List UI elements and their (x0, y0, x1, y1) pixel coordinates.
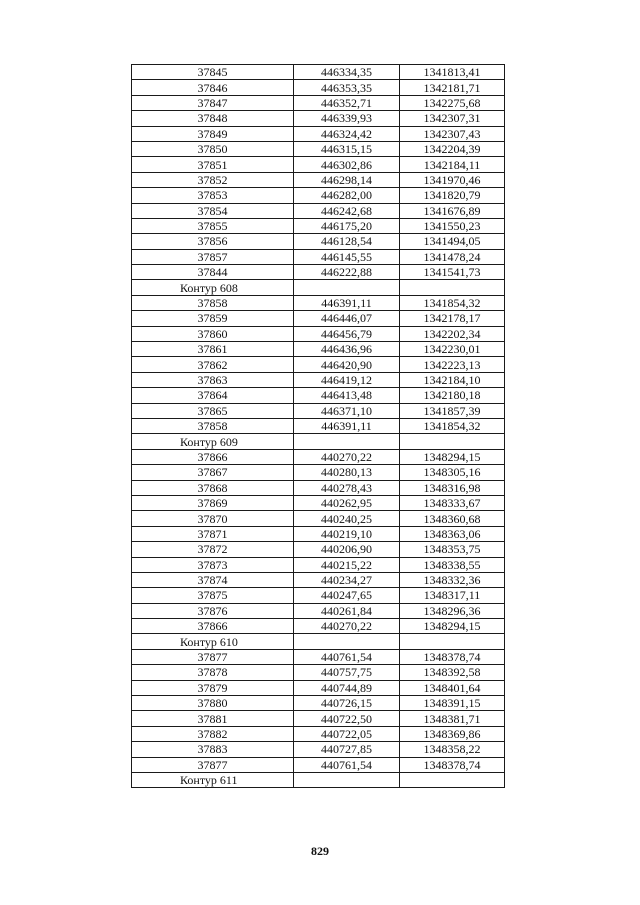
table-row (132, 742, 505, 757)
table-row (132, 480, 505, 495)
table-row (132, 126, 505, 141)
table-row (132, 680, 505, 695)
x-coordinate-cell: 440262,95 (294, 495, 400, 510)
table-row (132, 572, 505, 587)
coordinates-table-body (132, 65, 505, 788)
point-number-cell: 37854 (132, 203, 294, 218)
x-coordinate-cell: 440761,54 (294, 757, 400, 772)
table-row (132, 388, 505, 403)
x-coordinate-cell: 446282,00 (294, 188, 400, 203)
table-row (132, 218, 505, 233)
table-row (132, 172, 505, 187)
y-coordinate-cell: 1348378,74 (400, 649, 505, 664)
table-row (132, 265, 505, 280)
x-coordinate-cell: 446391,11 (294, 295, 400, 310)
point-number-cell: 37861 (132, 342, 294, 357)
table-row (132, 542, 505, 557)
table-cell-empty (294, 280, 400, 295)
y-coordinate-cell: 1341676,89 (400, 203, 505, 218)
point-number-cell: 37880 (132, 696, 294, 711)
y-coordinate-cell: 1342307,43 (400, 126, 505, 141)
point-number-cell: 37874 (132, 572, 294, 587)
point-number-cell: 37853 (132, 188, 294, 203)
table-row (132, 188, 505, 203)
y-coordinate-cell: 1342184,10 (400, 372, 505, 387)
y-coordinate-cell: 1341854,32 (400, 295, 505, 310)
point-number-cell: 37867 (132, 465, 294, 480)
table-row (132, 311, 505, 326)
y-coordinate-cell: 1348360,68 (400, 511, 505, 526)
point-number-cell: 37865 (132, 403, 294, 418)
x-coordinate-cell: 446446,07 (294, 311, 400, 326)
point-number-cell: 37879 (132, 680, 294, 695)
y-coordinate-cell: 1341478,24 (400, 249, 505, 264)
y-coordinate-cell: 1341541,73 (400, 265, 505, 280)
contour-header-row (132, 772, 505, 787)
point-number-cell: 37869 (132, 495, 294, 510)
x-coordinate-cell: 446145,55 (294, 249, 400, 264)
point-number-cell: 37850 (132, 141, 294, 156)
point-number-cell: 37848 (132, 111, 294, 126)
point-number-cell: 37878 (132, 665, 294, 680)
contour-header-row (132, 434, 505, 449)
table-row (132, 449, 505, 464)
table-row (132, 526, 505, 541)
contour-label: Контур 608 (132, 280, 294, 295)
y-coordinate-cell: 1348369,86 (400, 726, 505, 741)
table-row (132, 249, 505, 264)
point-number-cell: 37847 (132, 95, 294, 110)
point-number-cell: 37857 (132, 249, 294, 264)
y-coordinate-cell: 1341494,05 (400, 234, 505, 249)
x-coordinate-cell: 440234,27 (294, 572, 400, 587)
y-coordinate-cell: 1342204,39 (400, 141, 505, 156)
table-row (132, 465, 505, 480)
point-number-cell: 37870 (132, 511, 294, 526)
table-row (132, 326, 505, 341)
page-number: 829 (311, 844, 329, 858)
table-cell-empty (400, 280, 505, 295)
contour-header-row (132, 280, 505, 295)
x-coordinate-cell: 446391,11 (294, 418, 400, 433)
x-coordinate-cell: 440727,85 (294, 742, 400, 757)
point-number-cell: 37872 (132, 542, 294, 557)
table-row (132, 588, 505, 603)
point-number-cell: 37852 (132, 172, 294, 187)
table-row (132, 141, 505, 156)
table-row (132, 649, 505, 664)
y-coordinate-cell: 1348294,15 (400, 619, 505, 634)
x-coordinate-cell: 440278,43 (294, 480, 400, 495)
y-coordinate-cell: 1342184,11 (400, 157, 505, 172)
contour-header-row (132, 634, 505, 649)
x-coordinate-cell: 440722,05 (294, 726, 400, 741)
point-number-cell: 37856 (132, 234, 294, 249)
table-row (132, 111, 505, 126)
x-coordinate-cell: 440757,75 (294, 665, 400, 680)
x-coordinate-cell: 446128,54 (294, 234, 400, 249)
table-row (132, 203, 505, 218)
y-coordinate-cell: 1348294,15 (400, 449, 505, 464)
point-number-cell: 37881 (132, 711, 294, 726)
x-coordinate-cell: 446242,68 (294, 203, 400, 218)
point-number-cell: 37883 (132, 742, 294, 757)
y-coordinate-cell: 1341970,46 (400, 172, 505, 187)
x-coordinate-cell: 446339,93 (294, 111, 400, 126)
table-row (132, 696, 505, 711)
table-cell-empty (400, 434, 505, 449)
point-number-cell: 37871 (132, 526, 294, 541)
x-coordinate-cell: 446371,10 (294, 403, 400, 418)
y-coordinate-cell: 1342307,31 (400, 111, 505, 126)
x-coordinate-cell: 440261,84 (294, 603, 400, 618)
table-row (132, 557, 505, 572)
y-coordinate-cell: 1342181,71 (400, 80, 505, 95)
y-coordinate-cell: 1348358,22 (400, 742, 505, 757)
y-coordinate-cell: 1341813,41 (400, 65, 505, 80)
table-row (132, 603, 505, 618)
table-row (132, 495, 505, 510)
y-coordinate-cell: 1348363,06 (400, 526, 505, 541)
x-coordinate-cell: 446334,35 (294, 65, 400, 80)
x-coordinate-cell: 440726,15 (294, 696, 400, 711)
x-coordinate-cell: 440280,13 (294, 465, 400, 480)
point-number-cell: 37866 (132, 449, 294, 464)
x-coordinate-cell: 446436,96 (294, 342, 400, 357)
table-row (132, 234, 505, 249)
point-number-cell: 37846 (132, 80, 294, 95)
y-coordinate-cell: 1348317,11 (400, 588, 505, 603)
table-cell-empty (294, 434, 400, 449)
y-coordinate-cell: 1348332,36 (400, 572, 505, 587)
y-coordinate-cell: 1342223,13 (400, 357, 505, 372)
y-coordinate-cell: 1348391,15 (400, 696, 505, 711)
x-coordinate-cell: 440270,22 (294, 619, 400, 634)
point-number-cell: 37882 (132, 726, 294, 741)
x-coordinate-cell: 446419,12 (294, 372, 400, 387)
point-number-cell: 37876 (132, 603, 294, 618)
x-coordinate-cell: 446352,71 (294, 95, 400, 110)
x-coordinate-cell: 446222,88 (294, 265, 400, 280)
point-number-cell: 37873 (132, 557, 294, 572)
contour-label: Контур 610 (132, 634, 294, 649)
x-coordinate-cell: 446420,90 (294, 357, 400, 372)
point-number-cell: 37866 (132, 619, 294, 634)
point-number-cell: 37860 (132, 326, 294, 341)
point-number-cell: 37851 (132, 157, 294, 172)
coordinates-table (131, 64, 505, 788)
x-coordinate-cell: 440247,65 (294, 588, 400, 603)
x-coordinate-cell: 440744,89 (294, 680, 400, 695)
y-coordinate-cell: 1348378,74 (400, 757, 505, 772)
point-number-cell: 37844 (132, 265, 294, 280)
point-number-cell: 37858 (132, 295, 294, 310)
point-number-cell: 37877 (132, 649, 294, 664)
y-coordinate-cell: 1348333,67 (400, 495, 505, 510)
point-number-cell: 37849 (132, 126, 294, 141)
point-number-cell: 37845 (132, 65, 294, 80)
table-row (132, 157, 505, 172)
point-number-cell: 37855 (132, 218, 294, 233)
point-number-cell: 37863 (132, 372, 294, 387)
point-number-cell: 37858 (132, 418, 294, 433)
y-coordinate-cell: 1348353,75 (400, 542, 505, 557)
x-coordinate-cell: 440761,54 (294, 649, 400, 664)
x-coordinate-cell: 446175,20 (294, 218, 400, 233)
table-row (132, 726, 505, 741)
y-coordinate-cell: 1342202,34 (400, 326, 505, 341)
x-coordinate-cell: 446456,79 (294, 326, 400, 341)
y-coordinate-cell: 1342230,01 (400, 342, 505, 357)
y-coordinate-cell: 1348392,58 (400, 665, 505, 680)
y-coordinate-cell: 1348316,98 (400, 480, 505, 495)
x-coordinate-cell: 440219,10 (294, 526, 400, 541)
x-coordinate-cell: 446302,86 (294, 157, 400, 172)
y-coordinate-cell: 1348338,55 (400, 557, 505, 572)
x-coordinate-cell: 446353,35 (294, 80, 400, 95)
point-number-cell: 37864 (132, 388, 294, 403)
table-cell-empty (294, 772, 400, 787)
y-coordinate-cell: 1342275,68 (400, 95, 505, 110)
point-number-cell: 37859 (132, 311, 294, 326)
table-row (132, 357, 505, 372)
table-row (132, 65, 505, 80)
point-number-cell: 37875 (132, 588, 294, 603)
y-coordinate-cell: 1342180,18 (400, 388, 505, 403)
table-cell-empty (294, 634, 400, 649)
x-coordinate-cell: 440206,90 (294, 542, 400, 557)
point-number-cell: 37862 (132, 357, 294, 372)
y-coordinate-cell: 1348381,71 (400, 711, 505, 726)
y-coordinate-cell: 1341820,79 (400, 188, 505, 203)
y-coordinate-cell: 1341550,23 (400, 218, 505, 233)
table-row (132, 95, 505, 110)
table-cell-empty (400, 634, 505, 649)
y-coordinate-cell: 1348401,64 (400, 680, 505, 695)
table-row (132, 511, 505, 526)
table-row (132, 711, 505, 726)
x-coordinate-cell: 440270,22 (294, 449, 400, 464)
x-coordinate-cell: 440240,25 (294, 511, 400, 526)
table-row (132, 665, 505, 680)
point-number-cell: 37877 (132, 757, 294, 772)
x-coordinate-cell: 446413,48 (294, 388, 400, 403)
y-coordinate-cell: 1348305,16 (400, 465, 505, 480)
point-number-cell: 37868 (132, 480, 294, 495)
x-coordinate-cell: 446298,14 (294, 172, 400, 187)
table-row (132, 342, 505, 357)
table-row (132, 403, 505, 418)
contour-label: Контур 611 (132, 772, 294, 787)
x-coordinate-cell: 446324,42 (294, 126, 400, 141)
y-coordinate-cell: 1341857,39 (400, 403, 505, 418)
table-row (132, 757, 505, 772)
table-row (132, 80, 505, 95)
table-row (132, 372, 505, 387)
y-coordinate-cell: 1342178,17 (400, 311, 505, 326)
table-row (132, 619, 505, 634)
contour-label: Контур 609 (132, 434, 294, 449)
table-cell-empty (400, 772, 505, 787)
x-coordinate-cell: 446315,15 (294, 141, 400, 156)
y-coordinate-cell: 1348296,36 (400, 603, 505, 618)
x-coordinate-cell: 440215,22 (294, 557, 400, 572)
x-coordinate-cell: 440722,50 (294, 711, 400, 726)
y-coordinate-cell: 1341854,32 (400, 418, 505, 433)
table-row (132, 418, 505, 433)
table-row (132, 295, 505, 310)
